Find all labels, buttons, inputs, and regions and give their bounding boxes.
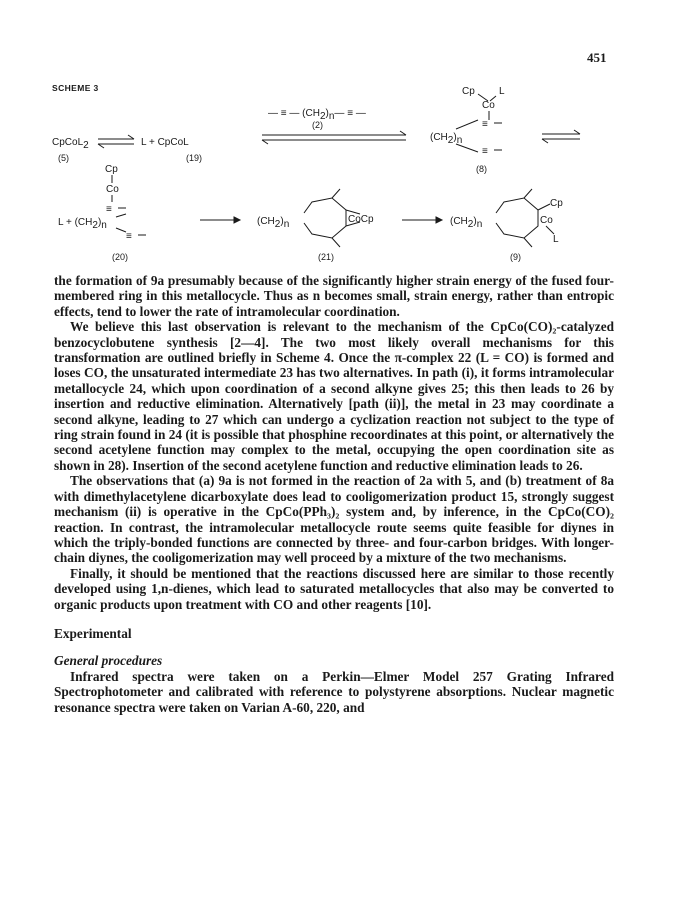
product8-triple-bottom: ≡ xyxy=(482,146,488,157)
product8-l: L xyxy=(499,86,505,97)
subsection-heading-general: General procedures xyxy=(54,653,163,669)
diyne-number: (2) xyxy=(312,120,323,130)
scheme-label: SCHEME 3 xyxy=(52,83,99,93)
reactant-number: (5) xyxy=(58,153,69,163)
paragraph-2: We believe this last observation is relevant to the mechanism of the CpCo(CO)₂-catalyzed benzocyclobutene synthesis [2—4]. The two most likely overall mechanisms for this transformation are outlined briefly in Scheme 4. Once the π-complex 22 (L = CO) is formed and loses CO, the unsaturated intermediate 23 has two alternatives. In path (i), it forms intramolecular metallocycle 24, which upon coordination of a second alkyne gives 25; this then leads to 26 by insertion and reductive elimination. Alternatively [path (ii)], the metal in 23 may coordinate a second alkyne, leading to 27 which can undergo a cyclization reaction not subject to the type of ring strain found in 24 (it is possible that phosphine recoordinates at this point, or alternatively the second acetylene function may complex to the metal, occupying the open coordination site as shown in 28). Insertion of the second acetylene function and reductive elimination leads to 26. xyxy=(54,319,614,473)
paragraph-3: The observations that (a) 9a is not formed in the reaction of 2a with 5, and (b) treatment of 8a with dimethylacetylene dicarboxylate does lead to cooligomerization product 15, strongly suggest mechanism (ii) is operative in the CpCo(PPh₃)₂ system and, by inference, in the CpCo(CO)₂ reaction. In contrast, the intramolecular metallocycle route seems quite feasible for diynes in which the triply-bonded functions are connected by three- and four-carbon bridges. With longer-chain diynes, the cooligomerization may well proceed by a mixture of the two mechanisms. xyxy=(54,473,614,566)
compound21-chain: (CH2)n xyxy=(257,216,290,230)
product8-cp: Cp xyxy=(462,86,475,97)
paragraph-4: Finally, it should be mentioned that the reactions discussed here are similar to those recently developed using 1,n-dienes, which lead to saturated metallocycles that also may be converted to organic products upon treatment with CO and other reagents [10]. xyxy=(54,565,614,612)
product8-number: (8) xyxy=(476,164,487,174)
page-number: 451 xyxy=(587,50,607,65)
compound9-co: Co xyxy=(540,215,553,226)
forward-arrow-2 xyxy=(402,217,442,223)
compound20-cp: Cp xyxy=(105,164,118,175)
compound20-triple-bottom: ≡ xyxy=(126,231,132,242)
compound9-cp: Cp xyxy=(550,198,563,209)
equilibrium-arrow-3 xyxy=(542,130,580,143)
compound20-start: L + (CH2)n xyxy=(58,217,107,231)
equilibrium-arrow-1 xyxy=(98,135,134,148)
compound9-l: L xyxy=(553,234,559,245)
compound9-number: (9) xyxy=(510,252,521,262)
intermediate-number-19: (19) xyxy=(186,153,203,163)
diyne-reagent: — ≡ — (CH2)n— ≡ — xyxy=(268,108,366,122)
compound21-cocp: CoCp xyxy=(348,214,374,225)
product8-co: Co xyxy=(482,100,495,111)
paragraph-general-procedures: Infrared spectra were taken on a Perkin—Elmer Model 257 Grating Infrared Spectrophotometer and calibrated with reference to polystyrene absorptions. Nuclear magnetic resonance spectra were taken on Varian A-60, 220, and xyxy=(54,668,614,715)
ligand-plus-cpcol: L + CpCoL xyxy=(141,137,189,148)
compound20-number: (20) xyxy=(112,252,129,262)
compound20-triple-top: ≡ xyxy=(106,204,112,215)
equilibrium-arrow-2 xyxy=(262,131,406,144)
article-body xyxy=(54,273,614,715)
section-heading-experimental: Experimental xyxy=(54,625,132,641)
product8-chain: (CH2)n xyxy=(430,132,463,146)
reaction-scheme xyxy=(50,82,590,272)
forward-arrow-1 xyxy=(200,217,240,223)
compound9-chain: (CH2)n xyxy=(450,216,483,230)
reactant-cpcol2: CpCoL2 xyxy=(52,137,89,151)
product8-triple-top: ≡ xyxy=(482,119,488,130)
compound21-number: (21) xyxy=(318,252,335,262)
paragraph-1: the formation of 9a presumably because of the significantly higher strain energy of the fused four-membered ring in this metallocycle. Thus as n becomes small, strain energy, rather than entropic effects, tend to lower the rate of intramolecular coordination. xyxy=(54,273,614,319)
compound20-co: Co xyxy=(106,184,119,195)
